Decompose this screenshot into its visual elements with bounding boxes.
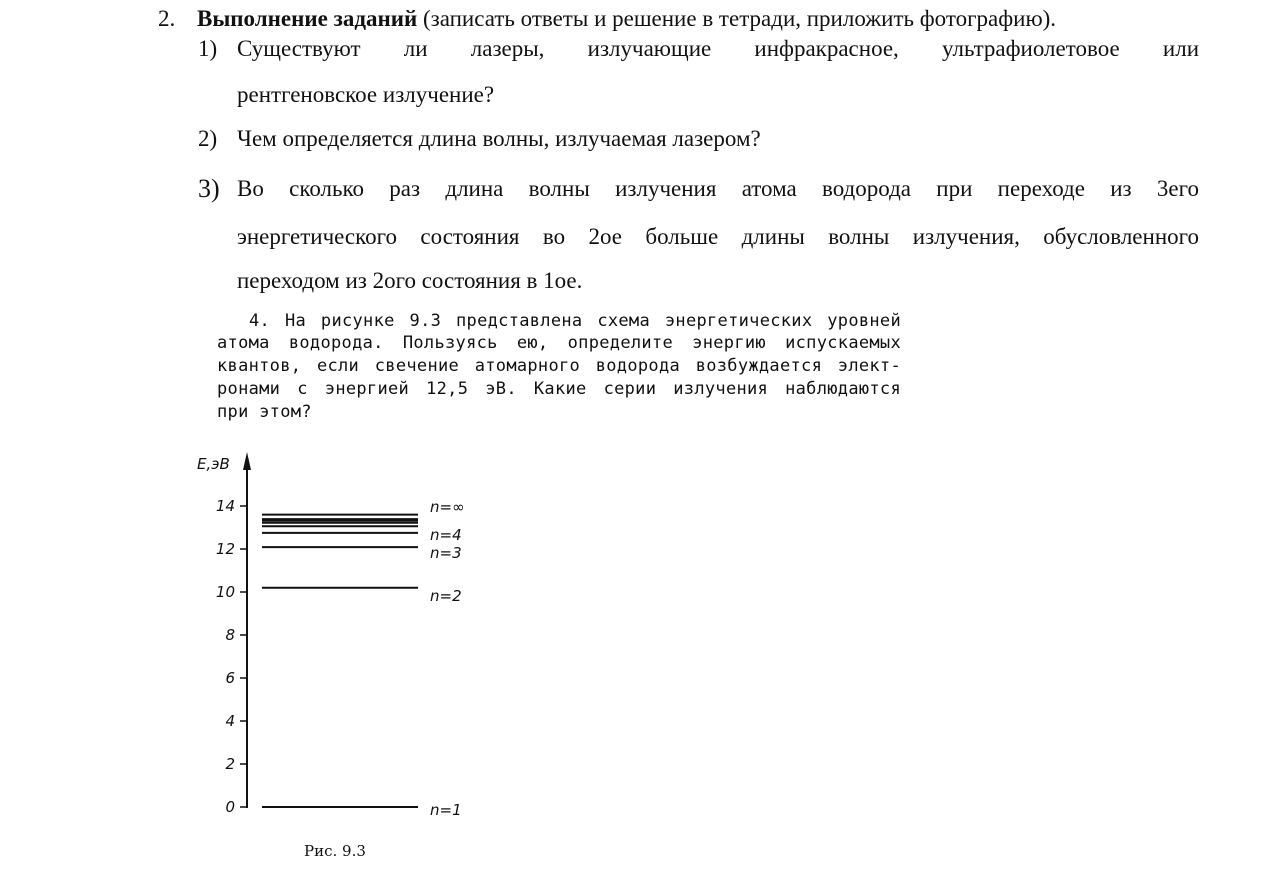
question-1-line-1: Существуют ли лазеры, излучающие инфракрасное, ультрафиолетовое или: [237, 36, 1199, 61]
question-3-line-1: Во сколько раз длина волны излучения атома водорода при переходе из 3его: [237, 176, 1199, 201]
level-label-n-4: n=4: [430, 526, 462, 544]
y-axis-label: E,эВ: [197, 455, 230, 473]
energy-level-diagram: [190, 440, 510, 870]
level-label-n-3: n=3: [430, 544, 462, 562]
level-label-n-inf: n=∞: [430, 498, 465, 516]
y-tick-label: 14: [215, 497, 235, 515]
y-tick-label: 2: [225, 755, 235, 773]
figure-caption: Рис. 9.3: [304, 842, 366, 860]
y-ticks: [216, 497, 247, 816]
y-tick-label: 12: [215, 540, 235, 558]
section-number: 2.: [158, 6, 176, 31]
y-tick-label: 4: [225, 712, 235, 730]
problem-4-line-1: 4. На рисунке 9.3 представлена схема энергетических уровней: [249, 311, 901, 331]
section-title: Выполнение заданий: [197, 6, 418, 31]
problem-4-line-2: атома водорода. Пользуясь ею, определите энергию испускаемых: [217, 333, 901, 353]
y-tick-label: 0: [225, 798, 235, 816]
y-axis-arrow: [243, 452, 251, 470]
level-label-n-1: n=1: [430, 801, 462, 819]
y-tick-label: 6: [225, 669, 235, 687]
energy-levels: [262, 515, 418, 807]
section-heading: [197, 6, 1056, 32]
question-2-line-1: Чем определяется длина волны, излучаемая лазером?: [237, 126, 761, 151]
question-2-number: 2): [198, 126, 218, 151]
problem-4-line-5: при этом?: [217, 402, 312, 422]
y-tick-label: 8: [225, 626, 235, 644]
question-1-line-2: рентгеновское излучение?: [237, 82, 495, 107]
problem-4-line-4: ронами с энергией 12,5 эВ. Какие серии излучения наблюдаются: [217, 379, 901, 399]
question-3-number: 3): [198, 174, 220, 203]
problem-4-line-3: квантов, если свечение атомарного водорода возбуждается элект-: [217, 356, 901, 376]
section-note: (записать ответы и решение в тетради, приложить фотографию).: [422, 6, 1057, 31]
question-1-number: 1): [198, 36, 218, 61]
question-3-line-2: энергетического состояния во 2ое больше длины волны излучения, обусловленного: [237, 224, 1199, 249]
level-label-n-2: n=2: [430, 587, 462, 605]
y-tick-label: 10: [215, 583, 235, 601]
question-3-line-3: переходом из 2ого состояния в 1ое.: [237, 268, 583, 293]
